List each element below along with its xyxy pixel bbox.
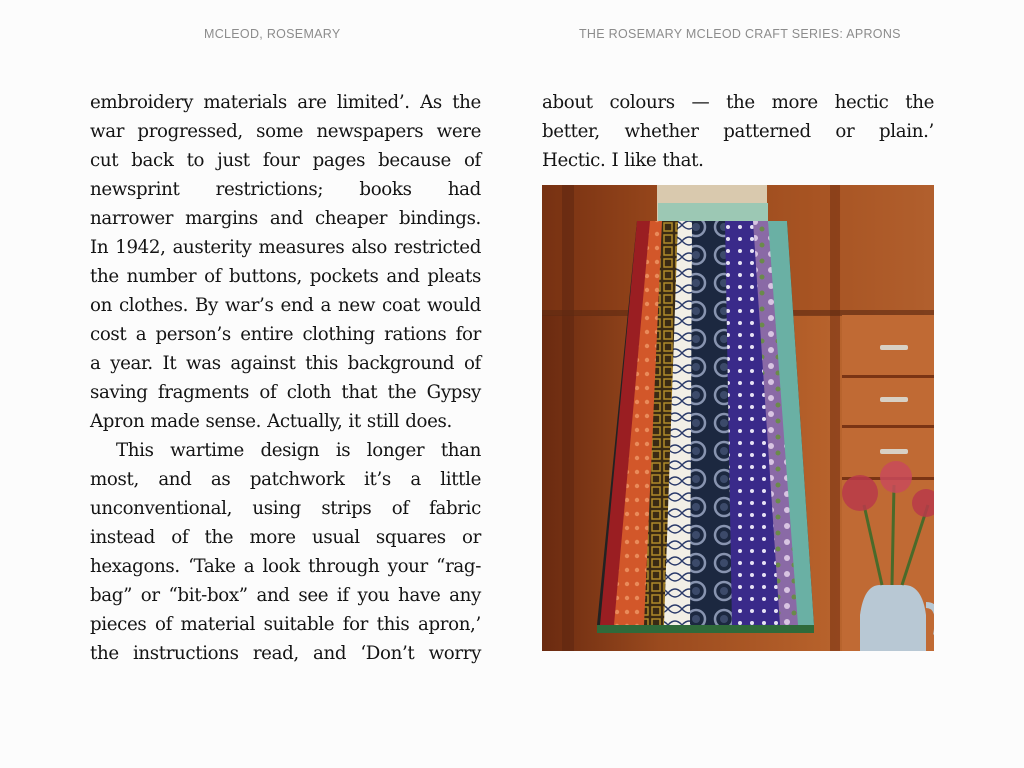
word: a <box>410 469 421 490</box>
word: books <box>359 179 412 200</box>
word: because <box>378 150 451 171</box>
text-line <box>90 88 481 117</box>
word: ‘Take <box>188 556 236 577</box>
gypsy-apron-photo <box>542 185 934 651</box>
text-line <box>90 639 481 668</box>
text-line <box>90 378 481 407</box>
word: of <box>463 150 481 171</box>
word: of <box>463 353 481 374</box>
word: apron,’ <box>417 614 481 635</box>
word: the <box>452 92 481 113</box>
word: longer <box>366 440 425 461</box>
word: this <box>376 614 410 635</box>
word: suitable <box>263 614 335 635</box>
word: Hectic. <box>542 150 606 171</box>
text-line <box>90 407 481 436</box>
word: this <box>305 353 338 374</box>
word: This <box>116 440 154 461</box>
word: any <box>449 585 481 606</box>
word: four <box>262 150 300 171</box>
word: look <box>262 556 300 577</box>
text-line <box>90 581 481 610</box>
word: fabric <box>429 498 481 519</box>
word: person’s <box>155 324 231 345</box>
word: for <box>455 324 481 345</box>
word: end <box>280 295 314 316</box>
text-line <box>90 146 481 175</box>
word: as <box>210 469 231 490</box>
word: squares <box>375 527 446 548</box>
text-line <box>90 552 481 581</box>
word: for <box>342 614 369 635</box>
word: materials <box>203 92 287 113</box>
word: saving <box>90 382 148 403</box>
word: the <box>726 92 755 113</box>
running-header-title: THE ROSEMARY MCLEOD CRAFT SERIES: APRONS <box>579 27 901 41</box>
word: and <box>386 266 420 287</box>
word: coat <box>382 295 420 316</box>
word: hexagons. <box>90 556 180 577</box>
word: In <box>90 237 109 258</box>
word: 1942, <box>115 237 166 258</box>
word: just <box>217 150 250 171</box>
word: a <box>320 295 332 316</box>
word: restrictions; <box>215 179 324 200</box>
word: like <box>624 150 657 171</box>
word: the <box>387 382 417 403</box>
word: most, <box>90 469 139 490</box>
word: pleats <box>427 266 481 287</box>
word: or <box>140 585 160 606</box>
word: and <box>313 643 347 664</box>
text-line <box>90 117 481 146</box>
word: using <box>252 498 301 519</box>
word: design <box>260 440 320 461</box>
word: if <box>336 585 349 606</box>
word: hectic <box>834 92 889 113</box>
word: on <box>90 295 112 316</box>
text-line <box>90 436 481 465</box>
word: see <box>298 585 329 606</box>
word: plain.’ <box>879 121 934 142</box>
word: cheaper <box>314 208 388 229</box>
word: colours <box>609 92 675 113</box>
word: a <box>90 353 101 374</box>
word: war <box>90 121 125 142</box>
word: measures <box>258 237 345 258</box>
word: about <box>542 92 593 113</box>
word: cost <box>90 324 127 345</box>
word: little <box>440 469 481 490</box>
word: better, <box>542 121 600 142</box>
text-line <box>90 349 481 378</box>
word: instead <box>90 527 155 548</box>
word: embroidery <box>90 92 193 113</box>
word: newsprint <box>90 179 180 200</box>
word: some <box>256 121 304 142</box>
word: to <box>186 150 205 171</box>
word: new <box>338 295 376 316</box>
word: background <box>347 353 455 374</box>
word: clothes. <box>118 295 189 316</box>
word: more <box>771 92 818 113</box>
word: you <box>357 585 390 606</box>
word: “rag- <box>436 556 481 577</box>
word: fragments <box>157 382 250 403</box>
word: war’s <box>224 295 274 316</box>
word: still <box>366 411 400 432</box>
word: would <box>426 295 481 316</box>
word: year. <box>110 353 153 374</box>
word: than <box>440 440 481 461</box>
word: pockets <box>309 266 379 287</box>
word: buttons, <box>228 266 302 287</box>
left-page-text <box>90 88 481 668</box>
word: of <box>259 382 277 403</box>
text-line <box>90 262 481 291</box>
word: Actually, <box>267 411 343 432</box>
word: “bit-box” <box>168 585 248 606</box>
word: ‘Don’t <box>360 643 415 664</box>
running-header-author: MCLEOD, ROSEMARY <box>204 27 341 41</box>
word: that. <box>662 150 704 171</box>
word: was <box>186 353 221 374</box>
word: pages <box>312 150 366 171</box>
text-line <box>90 233 481 262</box>
text-line <box>90 523 481 552</box>
text-line <box>90 175 481 204</box>
word: whether <box>624 121 699 142</box>
word: does. <box>405 411 452 432</box>
word: and <box>256 585 290 606</box>
word: the <box>204 527 234 548</box>
word: austerity <box>172 237 252 258</box>
word: or <box>835 121 855 142</box>
word: more <box>249 527 296 548</box>
word: usual <box>311 527 360 548</box>
word: patterned <box>723 121 811 142</box>
word: read, <box>252 643 299 664</box>
word: and <box>269 208 303 229</box>
text-line <box>90 610 481 639</box>
word: against <box>230 353 296 374</box>
word: of <box>204 266 222 287</box>
word: cloth <box>286 382 332 403</box>
word: also <box>351 237 387 258</box>
word: your <box>387 556 428 577</box>
word: the <box>90 266 119 287</box>
word: clothing <box>302 324 375 345</box>
word: had <box>447 179 481 200</box>
text-line <box>90 291 481 320</box>
right-page-text <box>542 88 934 175</box>
word: made <box>150 411 200 432</box>
word: newspapers <box>316 121 424 142</box>
text-line <box>90 204 481 233</box>
word: have <box>398 585 441 606</box>
word: through <box>308 556 380 577</box>
word: It <box>162 353 177 374</box>
word: it <box>348 411 361 432</box>
word: the <box>90 643 119 664</box>
word: is <box>335 440 351 461</box>
word: instructions <box>132 643 239 664</box>
word: back <box>131 150 174 171</box>
word: restricted <box>393 237 481 258</box>
word: wartime <box>170 440 244 461</box>
word: number <box>126 266 197 287</box>
word: of <box>391 498 409 519</box>
word: unconventional, <box>90 498 233 519</box>
text-line <box>90 494 481 523</box>
word: Apron <box>90 411 145 432</box>
word: bag” <box>90 585 133 606</box>
word: As <box>420 92 442 113</box>
word: were <box>436 121 481 142</box>
text-line <box>542 117 934 146</box>
word: a <box>243 556 255 577</box>
word: By <box>195 295 218 316</box>
word: of <box>171 527 189 548</box>
word: of <box>154 614 172 635</box>
word: limited’. <box>336 92 410 113</box>
word: that <box>341 382 378 403</box>
word: progressed, <box>137 121 243 142</box>
word: a <box>135 324 147 345</box>
word: entire <box>240 324 294 345</box>
text-line <box>90 320 481 349</box>
word: patchwork <box>249 469 345 490</box>
word: material <box>180 614 256 635</box>
word: — <box>691 92 710 113</box>
text-line <box>542 146 934 175</box>
word: worry <box>428 643 481 664</box>
word: and <box>158 469 192 490</box>
word: are <box>297 92 327 113</box>
word: Gypsy <box>426 382 481 403</box>
word: sense. <box>205 411 262 432</box>
word: strips <box>321 498 372 519</box>
text-line <box>542 88 934 117</box>
word: bindings. <box>399 208 481 229</box>
word: it’s <box>364 469 391 490</box>
word: margins <box>185 208 258 229</box>
text-line <box>90 465 481 494</box>
word: or <box>462 527 481 548</box>
word: narrower <box>90 208 174 229</box>
word: the <box>905 92 934 113</box>
word: I <box>611 150 619 171</box>
word: cut <box>90 150 119 171</box>
word: rations <box>384 324 447 345</box>
word: pieces <box>90 614 147 635</box>
